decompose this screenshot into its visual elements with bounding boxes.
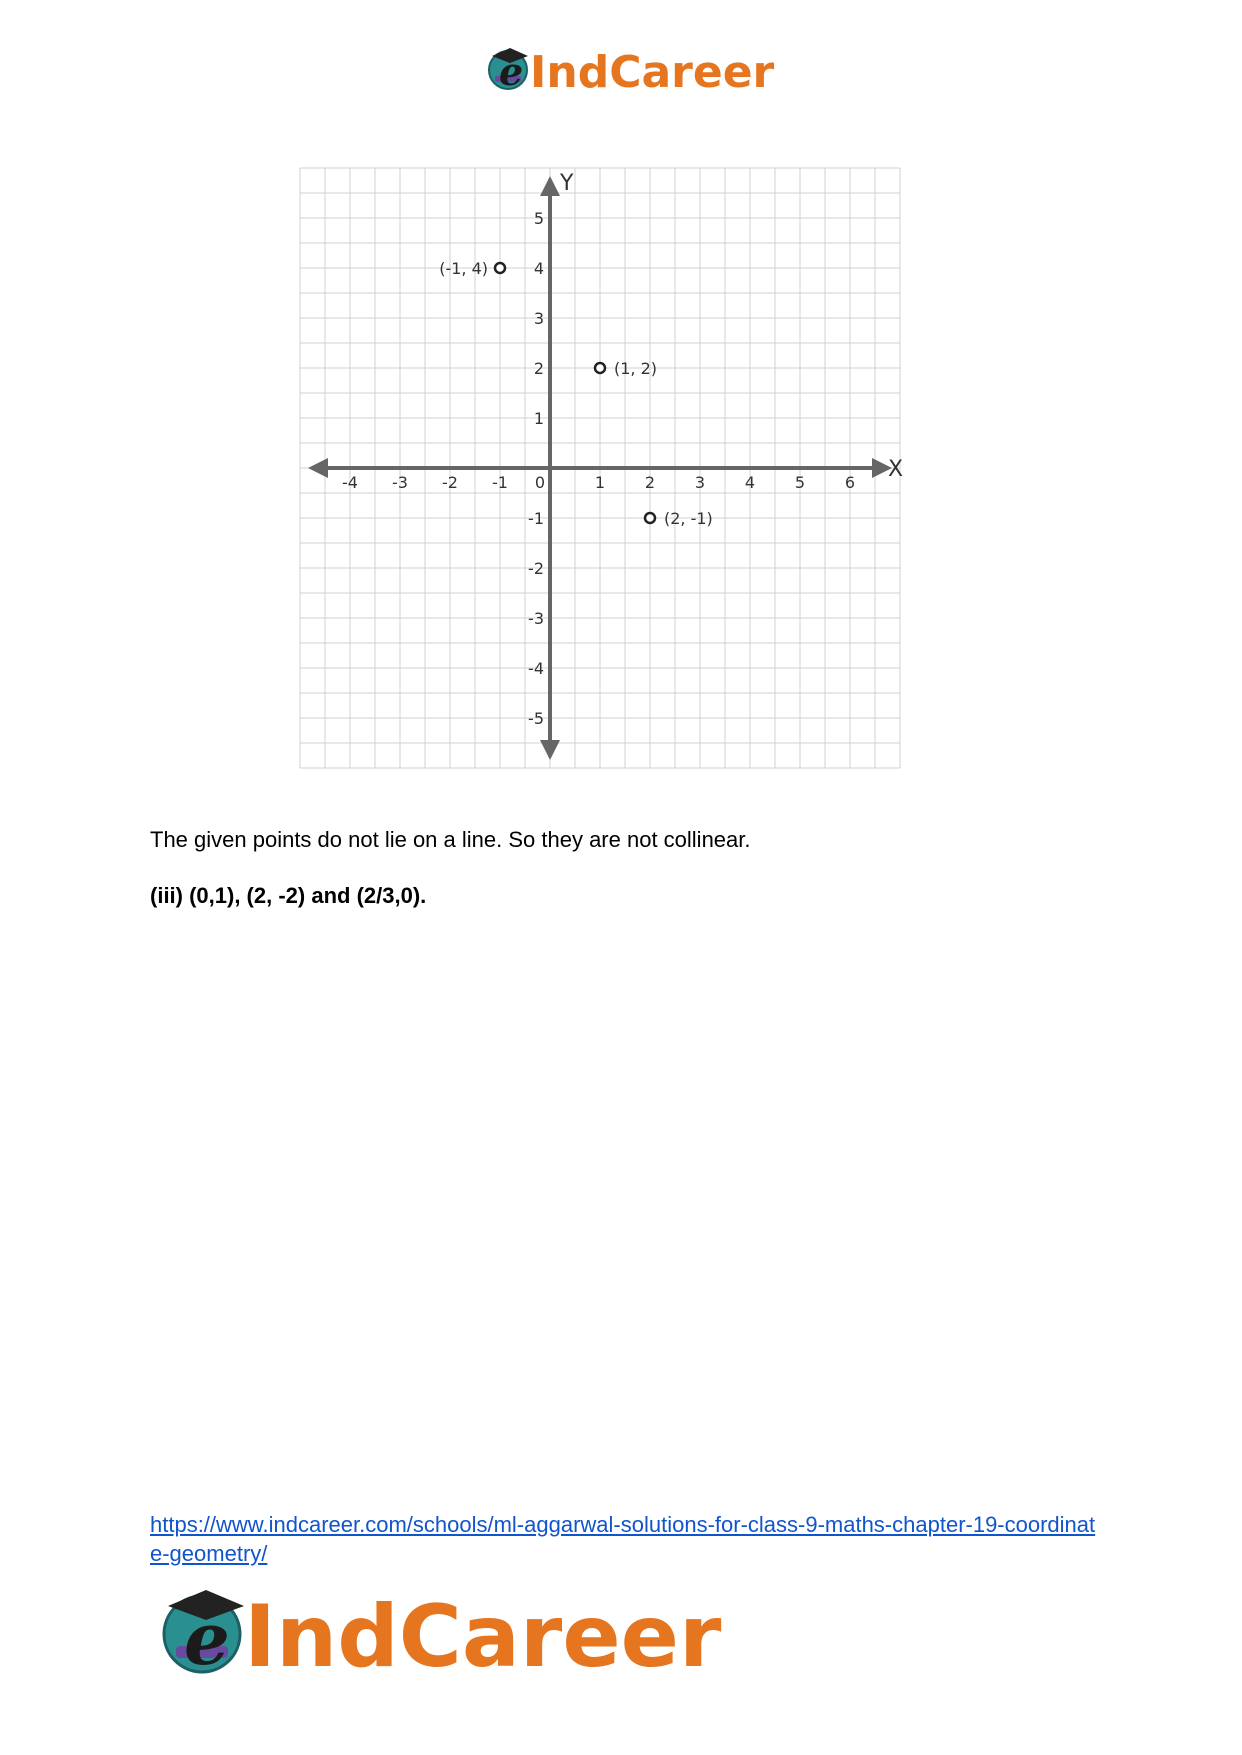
y-tick-label: -1 bbox=[528, 509, 544, 528]
coordinate-graph bbox=[300, 168, 904, 768]
x-tick-label: -3 bbox=[392, 473, 408, 492]
indcareer-logo-top bbox=[486, 40, 775, 98]
x-axis-label: X bbox=[888, 457, 904, 482]
y-tick-label: 4 bbox=[533, 259, 544, 278]
point-label: (-1, 4) bbox=[439, 259, 488, 278]
x-tick-label: 6 bbox=[844, 473, 856, 492]
x-tick-label: -1 bbox=[492, 473, 508, 492]
axes bbox=[318, 171, 903, 750]
svg-text:e: e bbox=[499, 49, 524, 94]
x-tick-label: -4 bbox=[342, 473, 358, 492]
x-tick-label: 3 bbox=[694, 473, 706, 492]
y-tick-label: 1 bbox=[533, 409, 544, 428]
y-tick-label: -2 bbox=[528, 559, 544, 578]
graduation-globe-icon bbox=[489, 48, 528, 94]
y-tick-label: -5 bbox=[528, 709, 544, 728]
question-heading: (iii) (0,1), (2, -2) and (2/3,0). bbox=[150, 883, 427, 908]
y-tick-label: -4 bbox=[528, 659, 544, 678]
x-tick-label: 0 bbox=[534, 473, 546, 492]
data-point bbox=[495, 263, 505, 273]
x-tick-label: 1 bbox=[594, 473, 606, 492]
conclusion-paragraph: The given points do not lie on a line. So they are not collinear. bbox=[150, 827, 751, 852]
y-tick-label: 2 bbox=[533, 359, 544, 378]
logo-wordmark: IndCareer bbox=[244, 1587, 722, 1687]
svg-text:e: e bbox=[184, 1596, 230, 1681]
y-tick-label: -3 bbox=[528, 609, 544, 628]
y-tick-label: 3 bbox=[533, 309, 544, 328]
logo-wordmark: IndCareer bbox=[530, 47, 775, 98]
source-link[interactable]: https://www.indcareer.com/schools/ml-aggarwal-solutions-for-class-9-maths-chapter-19-coordinate-geometry/ bbox=[150, 1512, 1096, 1566]
x-tick-label: 4 bbox=[744, 473, 756, 492]
x-tick-label: -2 bbox=[442, 473, 458, 492]
indcareer-logo-bottom bbox=[160, 1580, 722, 1687]
data-point bbox=[645, 513, 655, 523]
point-label: (2, -1) bbox=[664, 509, 713, 528]
data-point bbox=[595, 363, 605, 373]
y-axis-label: Y bbox=[560, 171, 574, 196]
point-label: (1, 2) bbox=[614, 359, 658, 378]
y-tick-label: 5 bbox=[533, 209, 544, 228]
x-tick-label: 5 bbox=[794, 473, 806, 492]
x-tick-label: 2 bbox=[644, 473, 656, 492]
graduation-globe-icon bbox=[164, 1590, 244, 1681]
